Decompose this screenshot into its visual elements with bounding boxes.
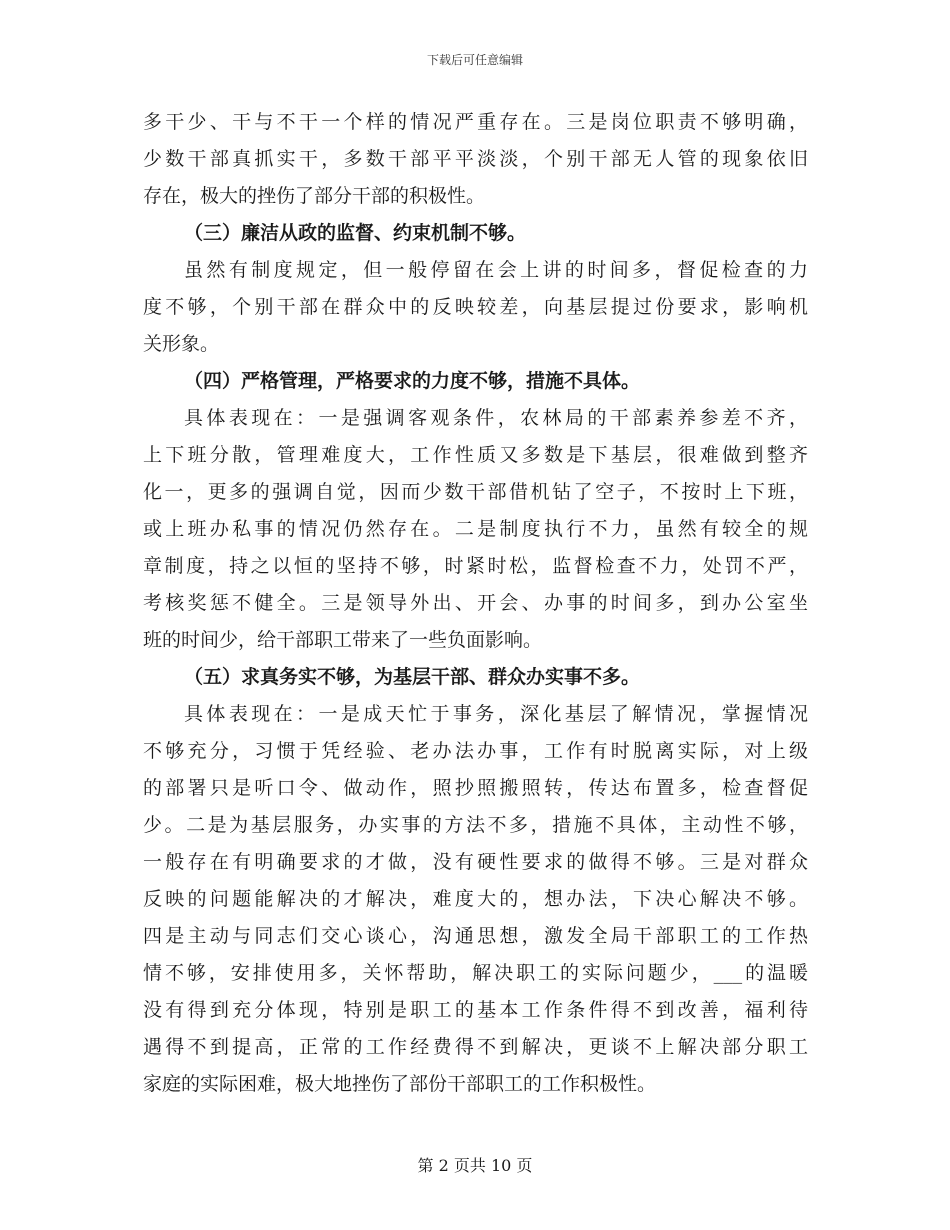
text-line: 没有得到充分体现，特别是职工的基本工作条件得不到改善，福利待 [143,999,808,1021]
text-line: 多干少、干与不干一个样的情况严重存在。三是岗位职责不够明确， [143,111,808,133]
text-line: 遇得不到提高，正常的工作经费得不到解决，更谈不上解决部分职工 [143,1036,808,1058]
text-line: 家庭的实际困难，极大地挫伤了部份干部职工的工作积极性。 [143,1073,657,1095]
page-header: 下载后可任意编辑 [426,53,523,67]
text-line: 具体表现在：一是成天忙于事务，深化基层了解情况，掌握情况 [184,703,808,725]
section-heading: （四）严格管理，严格要求的力度不够，措施不具体。 [184,370,641,392]
text-line: 化一，更多的强调自觉，因而少数干部借机钻了空子，不按时上下班， [143,481,808,503]
text-line: 存在，极大的挫伤了部分干部的积极性。 [143,185,486,207]
text-line: 虽然有制度规定，但一般停留在会上讲的时间多，督促检查的力 [184,259,808,281]
text-line: 少。二是为基层服务，办实事的方法不多，措施不具体，主动性不够， [143,814,808,836]
text-line: 章制度，持之以恒的坚持不够，时紧时松，监督检查不力，处罚不严， [143,555,808,577]
text-line: 情不够，安排使用多，关怀帮助，解决职工的实际问题少，___的温暖 [143,962,808,984]
text-line: 不够充分，习惯于凭经验、老办法办事，工作有时脱离实际，对上级 [143,740,808,762]
text-line: 反映的问题能解决的才解决，难度大的，想办法，下决心解决不够。 [143,888,808,910]
text-line: 度不够，个别干部在群众中的反映较差，向基层提过份要求，影响机 [143,296,808,318]
text-line: 具体表现在：一是强调客观条件，农林局的干部素养参差不齐， [184,407,808,429]
text-line: 的部署只是听口令、做动作，照抄照搬照转，传达布置多，检查督促 [143,777,808,799]
text-line: 或上班办私事的情况仍然存在。二是制度执行不力，虽然有较全的规 [143,518,808,540]
text-line: 上下班分散，管理难度大，工作性质又多数是下基层，很难做到整齐 [143,444,808,466]
text-line: 四是主动与同志们交心谈心，沟通思想，激发全局干部职工的工作热 [143,925,808,947]
section-heading: （五）求真务实不够，为基层干部、群众办实事不多。 [184,666,641,688]
text-line: 一般存在有明确要求的才做，没有硬性要求的做得不够。三是对群众 [143,851,808,873]
document-body [143,104,808,1103]
text-line: 考核奖惩不健全。三是领导外出、开会、办事的时间多，到办公室坐 [143,592,808,614]
section-heading: （三）廉洁从政的监督、约束机制不够。 [184,222,527,244]
text-line: 少数干部真抓实干，多数干部平平淡淡，个别干部无人管的现象依旧 [143,148,808,170]
text-line: 班的时间少，给干部职工带来了一些负面影响。 [143,629,543,651]
text-line: 关形象。 [143,333,220,355]
page-number: 第 2 页共 10 页 [417,1156,533,1175]
